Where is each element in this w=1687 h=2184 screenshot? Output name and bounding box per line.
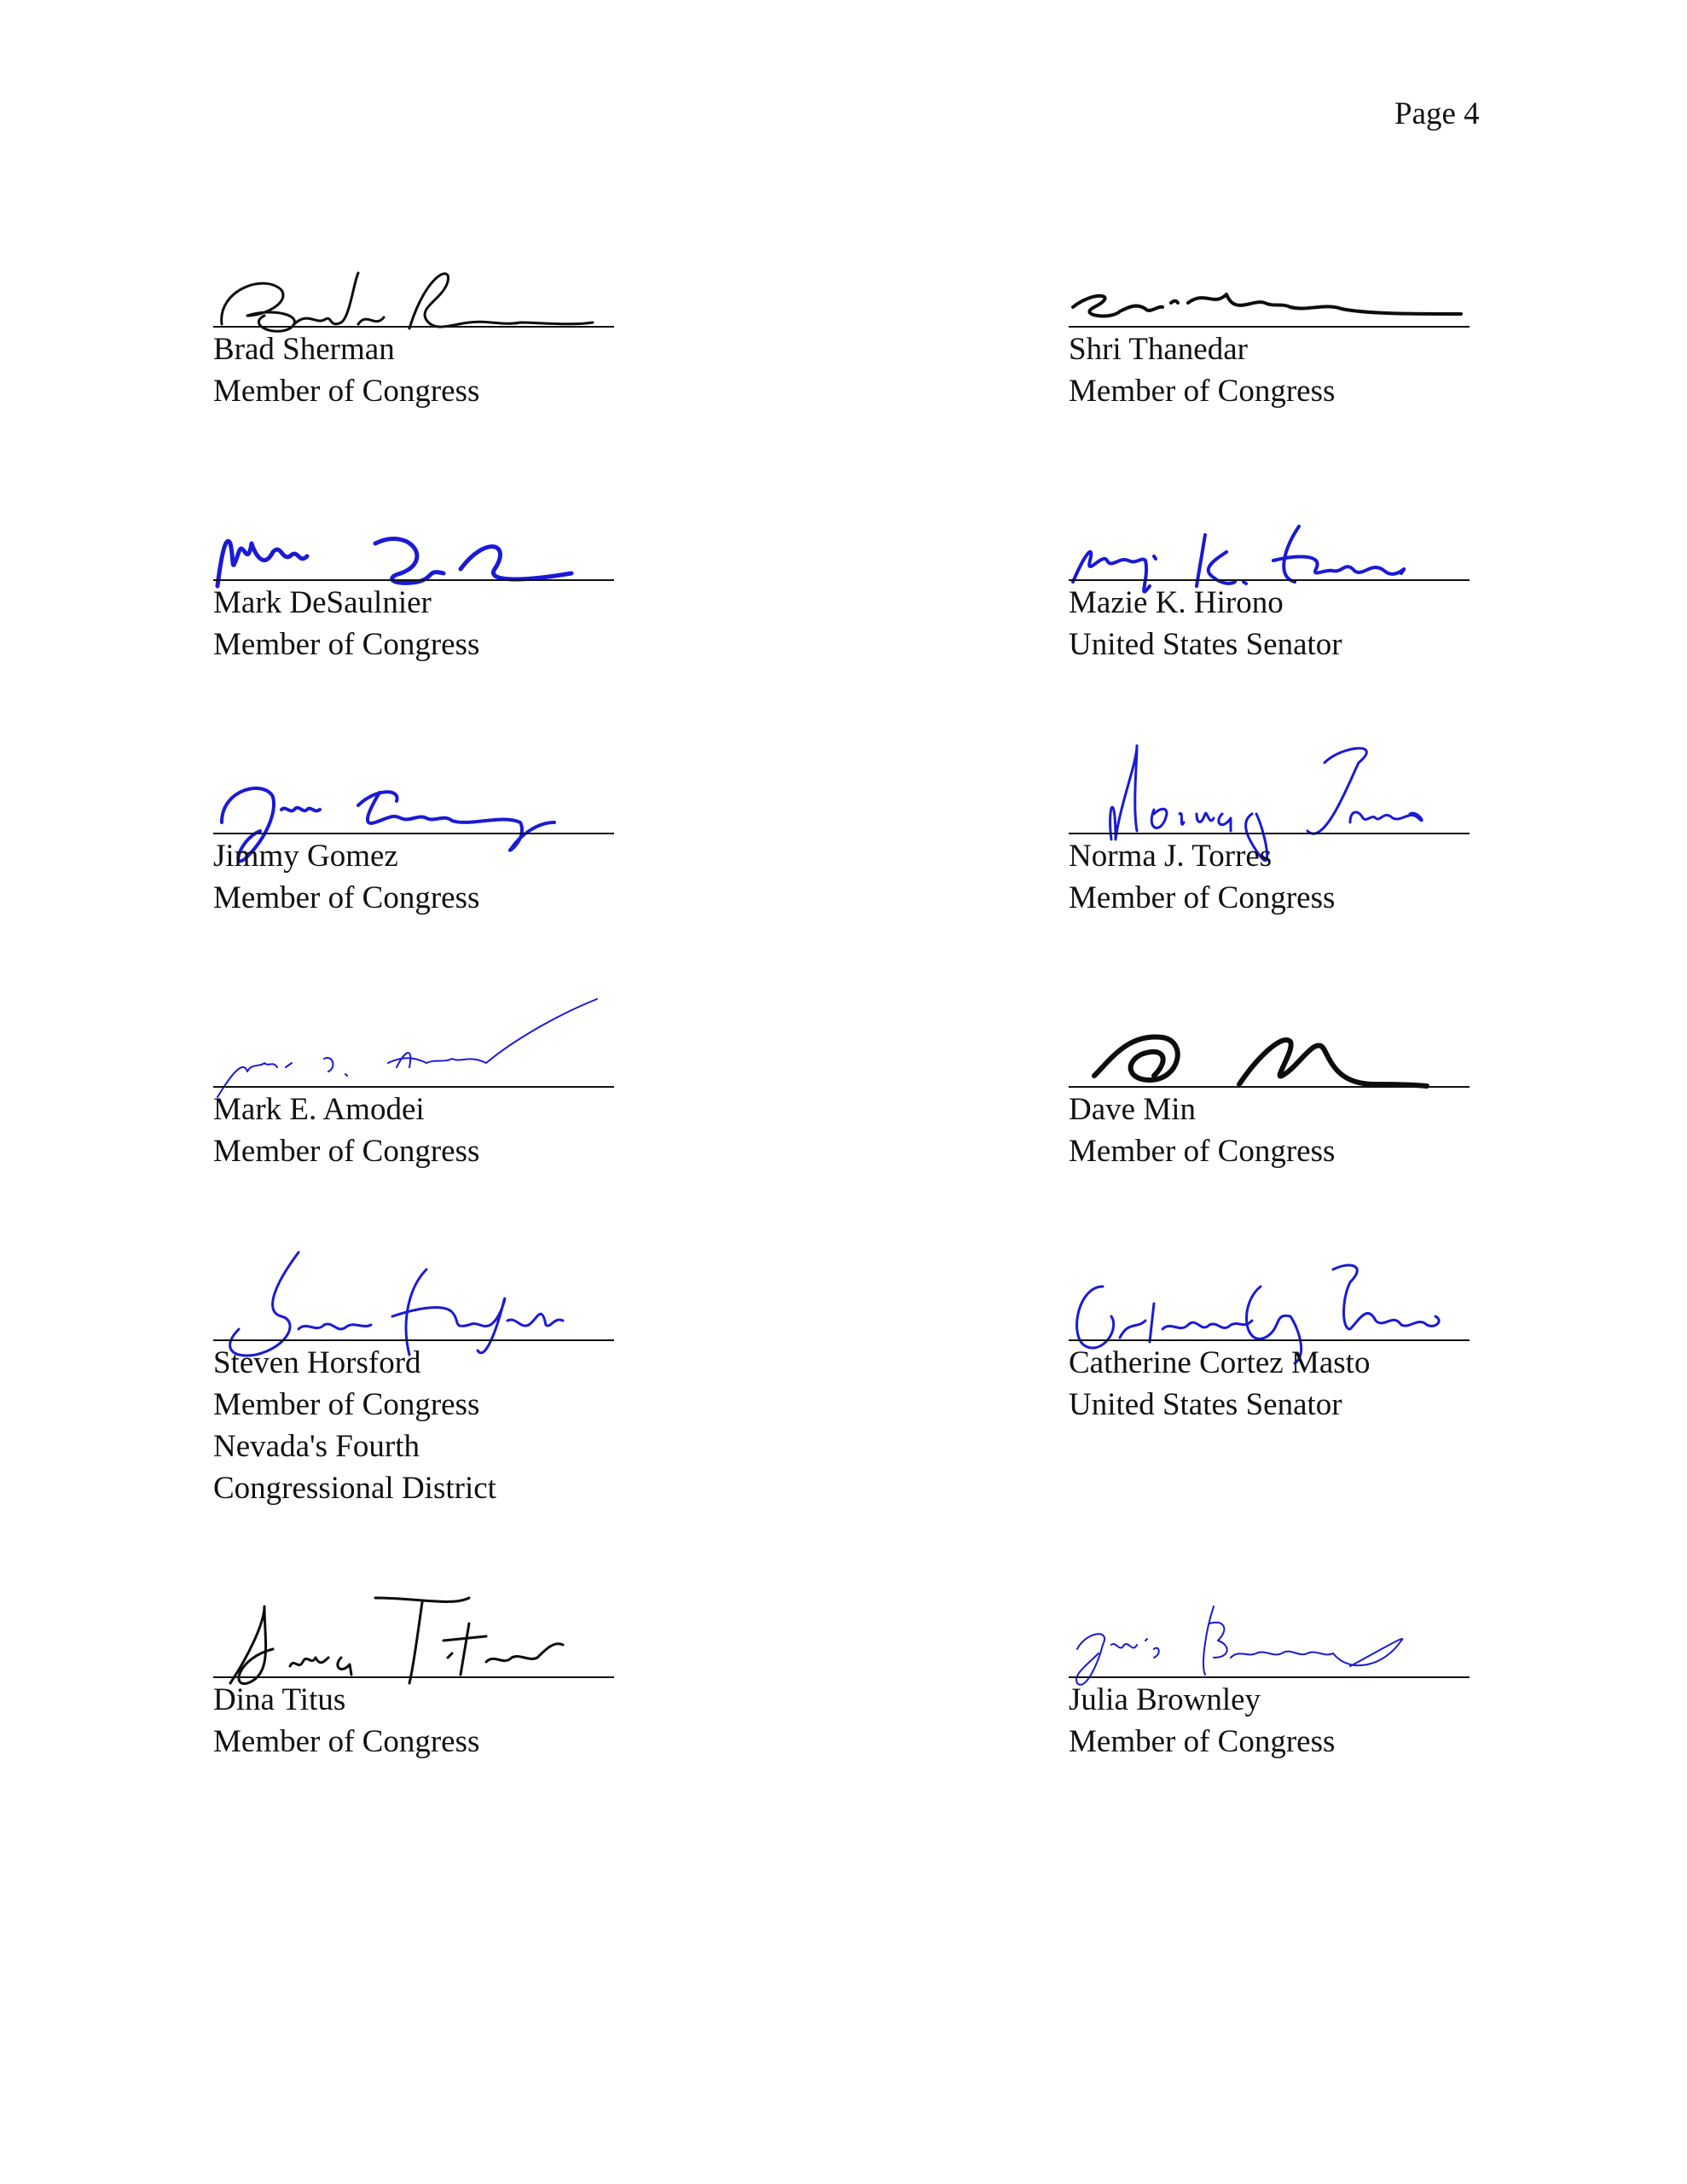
signatory-title: Member of Congress	[1069, 1724, 1336, 1759]
signature-line	[213, 833, 614, 834]
signatory-title-line-3: Congressional District	[213, 1471, 496, 1506]
signature-line	[213, 326, 614, 328]
signatory-title: Member of Congress	[1069, 880, 1336, 915]
signature-line	[1069, 579, 1470, 581]
signature-line	[213, 579, 614, 581]
signatory-name: Steven Horsford	[213, 1345, 421, 1380]
signatory-title: United States Senator	[1069, 627, 1342, 662]
signatory-name: Norma J. Torres	[1069, 839, 1272, 874]
signature-line	[213, 1086, 614, 1088]
signatory-name: Jimmy Gomez	[213, 839, 398, 874]
signatory-title: Member of Congress	[213, 374, 480, 409]
signature-line	[213, 1339, 614, 1341]
signature-line	[1069, 326, 1470, 328]
signatory-name: Dave Min	[1069, 1092, 1196, 1127]
page-number: Page 4	[1394, 96, 1480, 131]
signature-line	[1069, 1086, 1470, 1088]
signatory-name: Shri Thanedar	[1069, 332, 1248, 367]
signatory-name: Catherine Cortez Masto	[1069, 1345, 1371, 1380]
signature-line	[1069, 833, 1470, 834]
signature-line	[213, 1676, 614, 1678]
signatory-title: Member of Congress	[213, 1724, 480, 1759]
signatory-title: Member of Congress	[213, 1134, 480, 1169]
signatory-title: Member of Congress	[213, 627, 480, 662]
signatory-title: Member of Congress	[213, 880, 480, 915]
signatory-title: Member of Congress	[1069, 1134, 1336, 1169]
signatory-title-line-2: Nevada's Fourth	[213, 1429, 420, 1464]
signatory-name: Mark E. Amodei	[213, 1092, 425, 1127]
signatory-name: Brad Sherman	[213, 332, 395, 367]
signature-line	[1069, 1676, 1470, 1678]
signature-line	[1069, 1339, 1470, 1341]
signatory-name: Dina Titus	[213, 1682, 346, 1717]
signatory-name: Mark DeSaulnier	[213, 585, 432, 620]
signatory-title: Member of Congress	[213, 1387, 480, 1422]
signatory-name: Mazie K. Hirono	[1069, 585, 1284, 620]
signatory-title: United States Senator	[1069, 1387, 1342, 1422]
signatory-name: Julia Brownley	[1069, 1682, 1261, 1717]
signatory-title: Member of Congress	[1069, 374, 1336, 409]
